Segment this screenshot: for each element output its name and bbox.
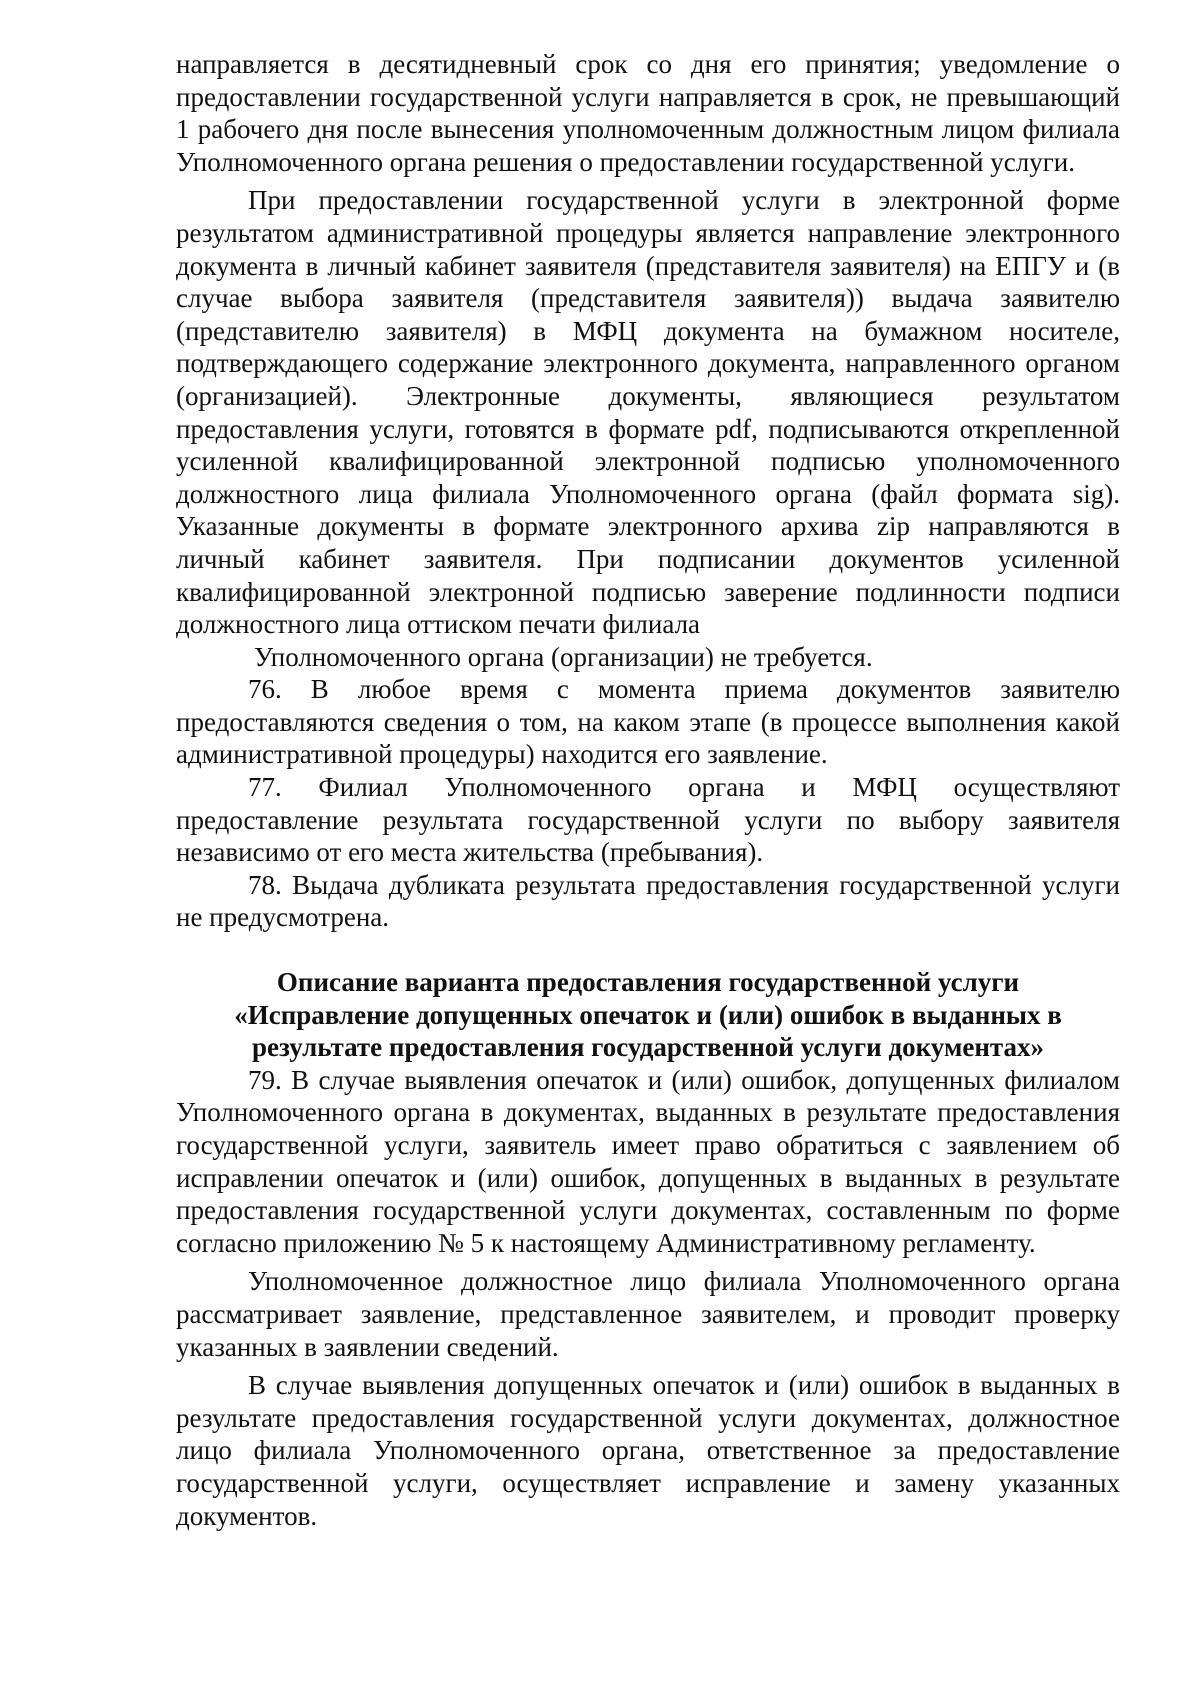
- section-heading: [176, 966, 1120, 1064]
- section-heading-line-1: Описание варианта предоставления государственной услуги: [276, 967, 1020, 998]
- paragraph-77: 77. Филиал Уполномоченного органа и МФЦ осуществляют предоставление результата государственной услуги по выбору заявителя независимо от его места жительства (пребывания).: [176, 772, 1120, 868]
- paragraph-official-review: Уполномоченное должностное лицо филиала Уполномоченного органа рассматривает заявление, представленное заявителем, и проводит проверку указанных в заявлении сведений.: [176, 1266, 1120, 1362]
- paragraph-correction: В случае выявления допущенных опечаток и (или) ошибок в выданных в результате предоставления государственной услуги документах, должностное лицо филиала Уполномоченного органа, ответственное за предоставление государственной услуги, осуществляет исправление и замену указанных документов.: [176, 1370, 1120, 1531]
- paragraph-electronic-form: При предоставлении государственной услуги в электронной форме результатом административной процедуры является направление электронного документа в личный кабинет заявителя (представителя заявителя) на ЕПГУ и (в случае выбора заявителя (представителя заявителя)) выдача заявителю (представителю заявителя) в МФЦ документа на бумажном носителе, подтверждающего содержание электронного документа, направленного органом (организацией). Электронные документы, являющиеся результатом предоставления услуги, готовятся в формате pdf, подписываются открепленной усиленной квалифицированной электронной подписью уполномоченного должностного лица филиала Уполномоченного органа (файл формата sig). Указанные документы в формате электронного архива zip направляются в личный кабинет заявителя. При подписании документов усиленной квалифицированной электронной подписью заверение подлинности подписи должностного лица оттиском печати филиала: [176, 185, 1120, 640]
- paragraph-78: 78. Выдача дубликата результата предоставления государственной услуги не предусмотрена.: [176, 869, 1120, 933]
- document-body: [176, 48, 1120, 1532]
- section-heading-line-3: результате предоставления государственной услуги документах»: [252, 1032, 1044, 1063]
- paragraph-76: 76. В любое время с момента приема документов заявителю предоставляются сведения о том, на каком этапе (в процессе выполнения какой административной процедуры) находится его заявление.: [176, 674, 1120, 770]
- paragraph-79: 79. В случае выявления опечаток и (или) ошибок, допущенных филиалом Уполномоченного органа в документах, выданных в результате предоставления государственной услуги, заявитель имеет право обратиться с заявлением об исправлении опечаток и (или) ошибок, допущенных в выданных в результате предоставления государственной услуги документах, составленным по форме согласно приложению № 5 к настоящему Административному регламенту.: [176, 1064, 1120, 1258]
- paragraph-continuation: направляется в десятидневный срок со дня его принятия; уведомление о предоставлении государственной услуги направляется в срок, не превышающий 1 рабочего дня после вынесения уполномоченным должностным лицом филиала Уполномоченного органа решения о предоставлении государственной услуги.: [176, 49, 1120, 177]
- section-heading-line-2: «Исправление допущенных опечаток и (или) ошибок в выданных в: [234, 999, 1062, 1030]
- paragraph-electronic-form-tail: Уполномоченного органа (организации) не требуется.: [254, 641, 873, 672]
